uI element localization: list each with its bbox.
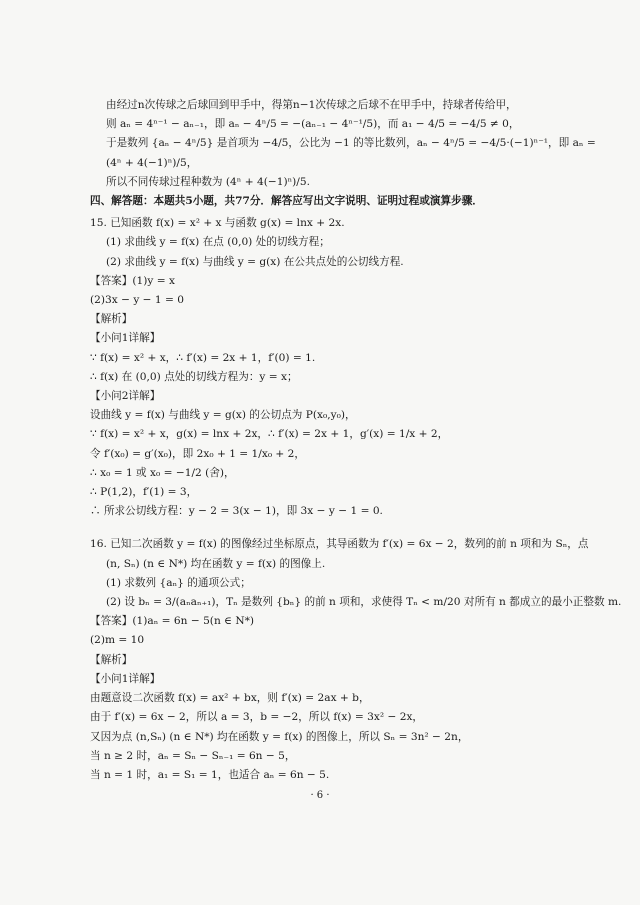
sub-question-1-label: 【小问1详解】	[90, 672, 161, 685]
answer-label: 【答案】(1)aₙ = 6n − 5(n ∈ N*)	[90, 615, 255, 628]
solution-line: ∵ f(x) = x² + x，∴ f′(x) = 2x + 1，f′(0) = 1.	[90, 351, 316, 364]
sub-question-2-label: 【小问2详解】	[90, 390, 161, 403]
analysis-label: 【解析】	[90, 313, 133, 326]
question-part-1: (1) 求数列 {aₙ} 的通项公式；	[106, 576, 251, 589]
answer-part-2: (2)3x − y − 1 = 0	[90, 294, 185, 307]
solution-line: ∴ 所求公切线方程：y − 2 = 3(x − 1)，即 3x − y − 1 = 0.	[90, 505, 383, 518]
solution-line: 当 n ≥ 2 时，aₙ = Sₙ − Sₙ₋₁ = 6n − 5，	[90, 749, 296, 762]
solution-line: 所以不同传球过程种数为 (4ⁿ + 4(−1)ⁿ)/5.	[106, 175, 310, 188]
section-header: 四、解答题：本题共5小题，共77分．解答应写出文字说明、证明过程或演算步骤．	[90, 195, 483, 208]
solution-line: 令 f′(x₀) = g′(x₀)，即 2x₀ + 1 = 1/x₀ + 2，	[90, 447, 306, 460]
question-part-2: (2) 求曲线 y = f(x) 与曲线 y = g(x) 在公共点处的公切线方程.	[106, 255, 404, 268]
solution-line: 则 aₙ = 4ⁿ⁻¹ − aₙ₋₁，即 aₙ − 4ⁿ/5 = −(aₙ₋₁ − 4ⁿ⁻¹/5)，而 a₁ − 4/5 = −4/5 ≠ 0，	[106, 118, 520, 131]
solution-line: 当 n = 1 时，a₁ = S₁ = 1，也适合 aₙ = 6n − 5.	[90, 768, 330, 781]
question-stem: 16. 已知二次函数 y = f(x) 的图像经过坐标原点，其导函数为 f′(x) = 6x − 2，数列的前 n 项和为 Sₙ，点	[90, 538, 589, 551]
solution-line: 由题意设二次函数 f(x) = ax² + bx，则 f′(x) = 2ax + b，	[90, 692, 370, 705]
solution-line: ∴ x₀ = 1 或 x₀ = −1/2 (舍)，	[90, 466, 235, 479]
solution-line: ∴ P(1,2)，f′(1) = 3，	[90, 486, 198, 499]
analysis-label: 【解析】	[90, 653, 133, 666]
solution-line: ∴ f(x) 在 (0,0) 点处的切线方程为：y = x；	[90, 370, 298, 383]
question-part-2: (2) 设 bₙ = 3/(aₙaₙ₊₁)，Tₙ 是数列 {bₙ} 的前 n 项和，求使得 Tₙ < m/20 对所有 n 都成立的最小正整数 m.	[106, 596, 622, 609]
previous-solution	[90, 96, 596, 192]
solution-line: 又因为点 (n,Sₙ) (n ∈ N*) 均在函数 y = f(x) 的图像上，所以 Sₙ = 3n² − 2n，	[90, 730, 469, 743]
question-stem-continued: (n, Sₙ) (n ∈ N*) 均在函数 y = f(x) 的图像上.	[106, 557, 326, 570]
answer-part-2: (2)m = 10	[90, 634, 145, 647]
solution-line: ∵ f(x) = x² + x，g(x) = lnx + 2x，∴ f′(x) = 2x + 1，g′(x) = 1/x + 2，	[90, 428, 449, 441]
question-15	[90, 214, 560, 521]
question-part-1: (1) 求曲线 y = f(x) 在点 (0,0) 处的切线方程；	[106, 236, 330, 249]
page-number: · 6 ·	[310, 790, 330, 801]
sub-question-1-label: 【小问1详解】	[90, 332, 161, 345]
solution-line: 设曲线 y = f(x) 与曲线 y = g(x) 的公切点为 P(x₀,y₀)，	[90, 409, 356, 422]
solution-line: 于是数列 {aₙ − 4ⁿ/5} 是首项为 −4/5，公比为 −1 的等比数列，aₙ − 4ⁿ/5 = −4/5·(−1)ⁿ⁻¹，即 aₙ =	[106, 137, 596, 150]
question-16	[90, 535, 622, 785]
solution-line: 由经过n次传球之后球回到甲手中，得第n−1次传球之后球不在甲手中，持球者传给甲，	[106, 99, 517, 111]
solution-line: 由于 f′(x) = 6x − 2，所以 a = 3，b = −2，所以 f(x) = 3x² − 2x，	[90, 711, 424, 724]
question-stem: 15. 已知函数 f(x) = x² + x 与函数 g(x) = lnx + 2x.	[90, 217, 345, 230]
answer-label: 【答案】(1)y = x	[90, 274, 175, 287]
solution-line: (4ⁿ + 4(−1)ⁿ)/5，	[106, 156, 198, 169]
